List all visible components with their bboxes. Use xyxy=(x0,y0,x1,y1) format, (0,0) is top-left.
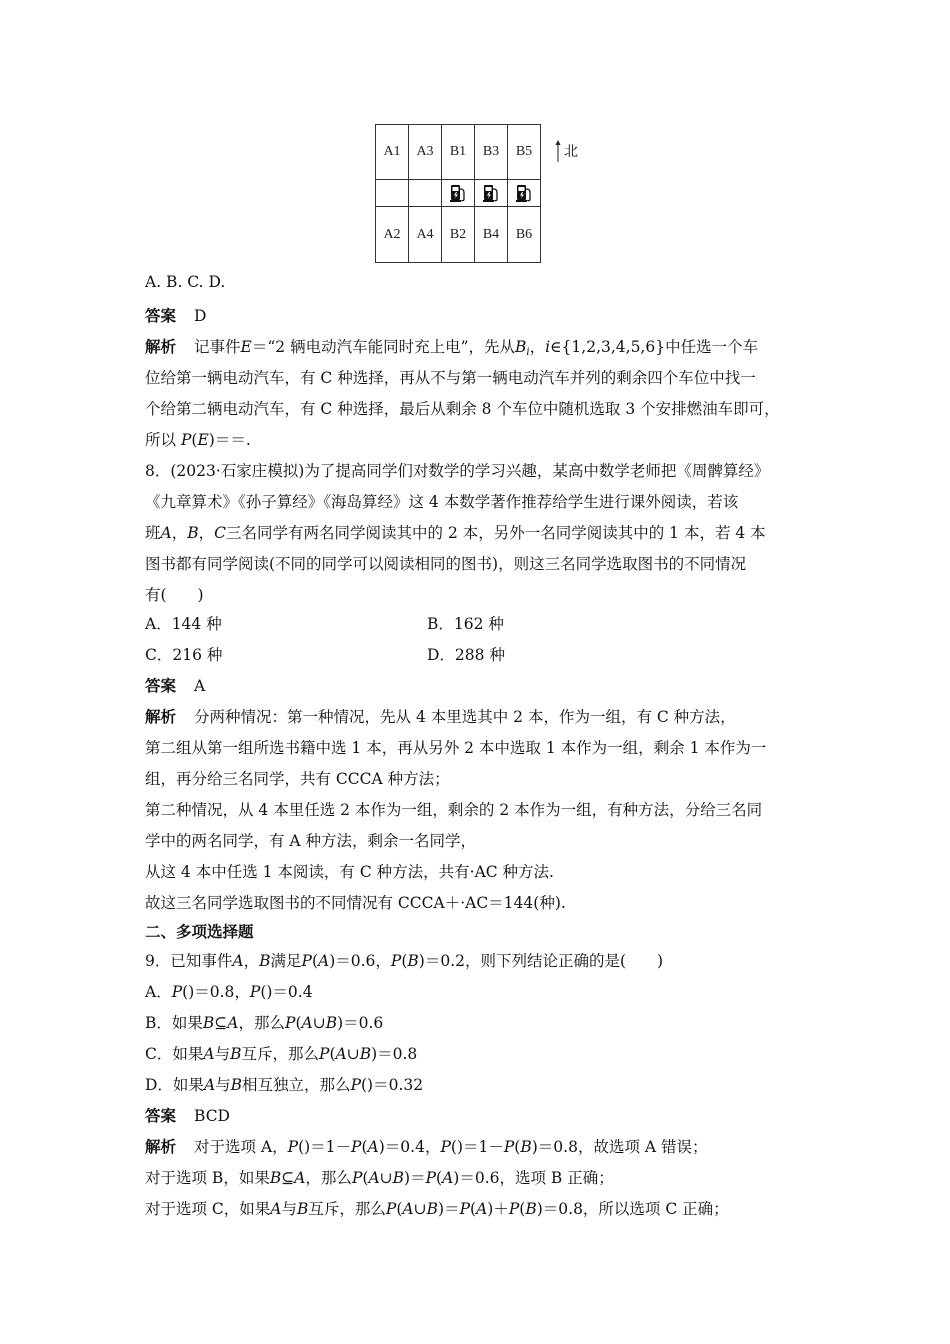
q9-option-a: A．P()＝0.8，P()＝0.4 xyxy=(145,983,313,1001)
q8-analysis-line: 组，再分给三名同学，共有 CCCA 种方法； xyxy=(145,770,450,788)
north-label: 北 xyxy=(564,144,578,160)
analysis-label: 解析 xyxy=(145,707,177,726)
charger-cell xyxy=(475,180,508,207)
q7-options: A. B. C. D. xyxy=(145,273,226,291)
parking-grid xyxy=(375,124,541,263)
q8-analysis-line: 学中的两名同学，有 A 种方法，剩余一名同学， xyxy=(145,832,477,850)
parking-spot: B6 xyxy=(508,207,541,263)
charger-cell xyxy=(508,180,541,207)
ev-charger-icon xyxy=(480,182,502,204)
answer-value: BCD xyxy=(194,1107,230,1125)
q9-analysis-line: 对于选项 B，如果B⊆A，那么P(A∪B)＝P(A)＝0.6，选项 B 正确； xyxy=(145,1169,614,1187)
q7-analysis-line: 位给第一辆电动汽车，有 C 种选择，再从不与第一辆电动汽车并列的剩余四个车位中找一 xyxy=(145,369,756,387)
q8-analysis-line: 从这 4 本中任选 1 本阅读，有 C 种方法，共有·AC 种方法. xyxy=(145,863,554,881)
parking-spot: B3 xyxy=(475,125,508,180)
parking-spot: A3 xyxy=(409,125,442,180)
q8-analysis-line: 第二种情况，从 4 本里任选 2 本作为一组，剩余的 2 本作为一组，有种方法，分给三名同 xyxy=(145,801,763,819)
parking-spot: B4 xyxy=(475,207,508,263)
q7-answer xyxy=(145,304,206,326)
q7-analysis-line: 所以 P(E)＝＝. xyxy=(145,431,251,449)
q7-analysis-line: 解析 记事件E＝“2 辆电动汽车能同时充上电”，先从$B_i$，i∈{1,2,3,4,5,6}中任选一个车 xyxy=(145,337,759,358)
q8-answer xyxy=(145,674,205,696)
q8-analysis-line: 解析 分两种情况：第一种情况，先从 4 本里选其中 2 本，作为一组，有 C 种方法， xyxy=(145,707,736,726)
parking-lot-diagram xyxy=(375,124,541,263)
analysis-label: 解析 xyxy=(145,337,177,356)
q9-analysis-line: 解析 对于选项 A，P()＝1－P(A)＝0.4，P()＝1－P(B)＝0.8，故选项 A 错误； xyxy=(145,1137,708,1156)
q9-option-c: C．如果A与B互斥，那么P(A∪B)＝0.8 xyxy=(145,1045,418,1063)
q8-option-b: B．162 种 xyxy=(427,615,504,633)
parking-spot: B2 xyxy=(442,207,475,263)
q9-answer xyxy=(145,1104,230,1126)
q8-stem-line: 《九章算术》《孙子算经》《海岛算经》这 4 本数学著作推荐给学生进行课外阅读，若该 xyxy=(145,493,739,511)
q8-stem-line: 班A，B，C三名同学有两名同学阅读其中的 2 本，另外一名同学阅读其中的 1 本，若 4 本 xyxy=(145,524,766,542)
charger-cell xyxy=(442,180,475,207)
empty-cell xyxy=(376,180,409,207)
answer-value: A xyxy=(194,677,206,695)
answer-label: 答案 xyxy=(145,1106,177,1125)
q8-analysis-line: 第二组从第一组所选书籍中选 1 本，再从另外 2 本中选取 1 本作为一组，剩余 1 本作为一 xyxy=(145,739,767,757)
q8-option-d: D．288 种 xyxy=(427,646,505,664)
q8-stem-line: 有( ) xyxy=(145,586,204,604)
q9-stem: 9．已知事件A，B满足P(A)＝0.6，P(B)＝0.2，则下列结论正确的是( ) xyxy=(145,952,664,970)
answer-label: 答案 xyxy=(145,306,177,325)
answer-value: D xyxy=(194,307,207,325)
q9-option-d: D．如果A与B相互独立，那么P()＝0.32 xyxy=(145,1076,424,1094)
ev-charger-icon xyxy=(513,182,535,204)
parking-spot: B5 xyxy=(508,125,541,180)
empty-cell xyxy=(409,180,442,207)
analysis-label: 解析 xyxy=(145,1137,177,1156)
section-heading: 二、多项选择题 xyxy=(145,922,254,941)
q8-analysis-line: 故这三名同学选取图书的不同情况有 CCCA＋·AC＝144(种). xyxy=(145,894,566,912)
parking-spot: A2 xyxy=(376,207,409,263)
q8-stem-line: 图书都有同学阅读(不同的同学可以阅读相同的图书)，则这三名同学选取图书的不同情况 xyxy=(145,555,747,573)
q8-option-a: A．144 种 xyxy=(145,615,222,633)
north-indicator xyxy=(555,140,578,162)
parking-spot: A1 xyxy=(376,125,409,180)
q8-option-c: C．216 种 xyxy=(145,646,223,664)
q9-option-b: B．如果B⊆A，那么P(A∪B)＝0.6 xyxy=(145,1014,384,1032)
q8-stem-line: 8．(2023·石家庄模拟)为了提高同学们对数学的学习兴趣，某高中数学老师把《周髀算经》 xyxy=(145,462,770,480)
north-arrow-icon xyxy=(555,140,561,162)
ev-charger-icon xyxy=(447,182,469,204)
q7-analysis-line: 个给第二辆电动汽车，有 C 种选择，最后从剩余 8 个车位中随机选取 3 个安排燃油车即可， xyxy=(145,400,780,418)
parking-spot: B1 xyxy=(442,125,475,180)
q9-analysis-line: 对于选项 C，如果A与B互斥，那么P(A∪B)＝P(A)＋P(B)＝0.8，所以选项 C 正确； xyxy=(145,1200,729,1218)
parking-spot: A4 xyxy=(409,207,442,263)
answer-label: 答案 xyxy=(145,676,177,695)
